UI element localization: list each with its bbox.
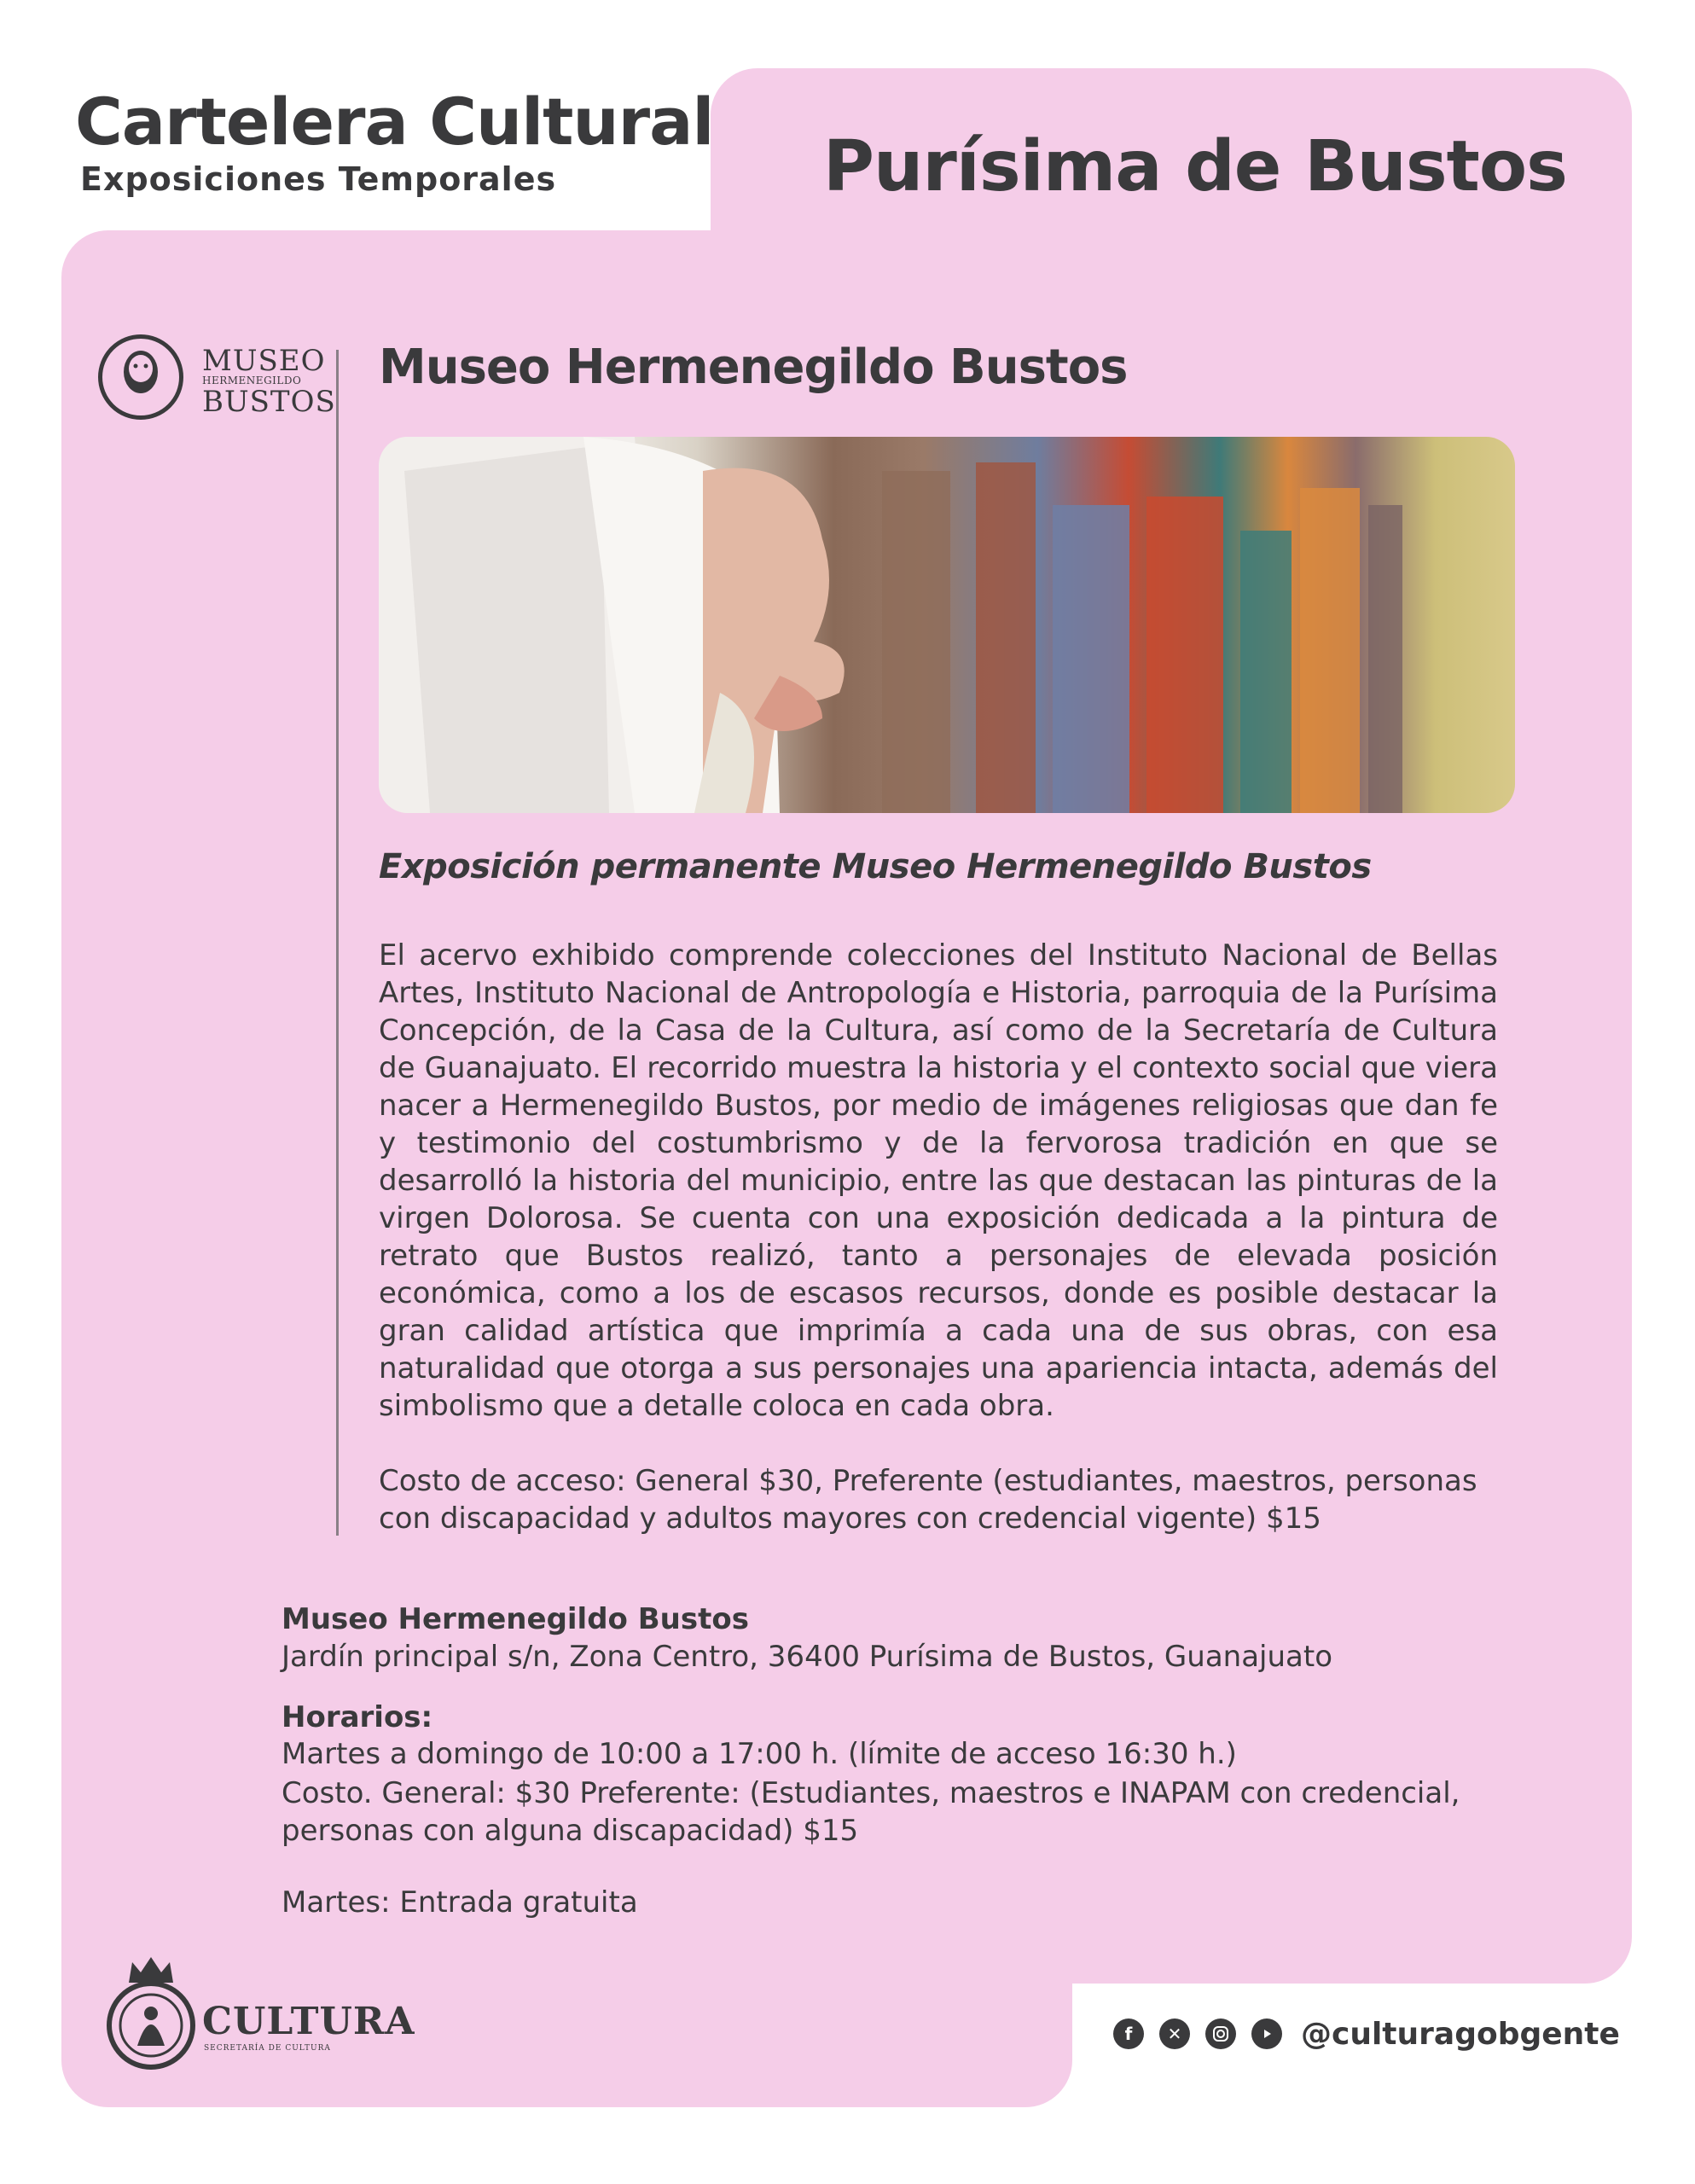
museum-name-heading: Museo Hermenegildo Bustos	[379, 340, 1128, 395]
portrait-emblem-icon	[98, 334, 183, 420]
x-icon[interactable]: ✕	[1159, 2018, 1190, 2049]
cultura-logo	[107, 1955, 414, 2075]
hero-image	[379, 437, 1515, 813]
info-address: Jardín principal s/n, Zona Centro, 36400 Purísima de Bustos, Guanajuato	[282, 1640, 1333, 1674]
exhibit-title: Exposición permanente Museo Hermenegildo Bustos	[379, 847, 1372, 886]
hero-illustration	[379, 437, 1515, 813]
youtube-icon[interactable]	[1251, 2018, 1282, 2049]
page-subtitle: Exposiciones Temporales	[80, 160, 557, 198]
info-horarios: Martes a domingo de 10:00 a 17:00 h. (límite de acceso 16:30 h.)	[282, 1737, 1237, 1771]
social-links	[1113, 2015, 1620, 2053]
exhibit-description: El acervo exhibido comprende colecciones del Instituto Nacional de Bellas Artes, Instituto Nacional de Antropología e Historia, parroquia de la Purísima Concepción, de la Casa de la Cultura, así como de la Secretaría de Cultura de Guanajuato. El recorrido muestra la historia y el contexto social que viera nacer a Hermenegildo Bustos, por medio de imágenes religiosas que dan fe y testimonio del costumbrismo y de la fervorosa tradición en que se desarrolló la historia del municipio, entre las que destacan las pinturas de la virgen Dolorosa. Se cuenta con una exposición dedicada a la pintura de retrato que Bustos realizó, tanto a personajes de elevada posición económica, como a los de escasos recursos, donde es posible destacar la gran calidad artística que imprimía a cada una de sus obras, con esa naturalidad que otorga a sus personajes una apariencia intacta, además del simbolismo que a detalle coloca en cada obra.	[379, 938, 1498, 1423]
crown-icon	[125, 1955, 177, 1984]
info-martes: Martes: Entrada gratuita	[282, 1885, 638, 1920]
logo-text-hermenegildo: HERMENEGILDO	[202, 375, 302, 386]
social-handle[interactable]: @culturagobgente	[1301, 2016, 1620, 2052]
exhibit-cost: Costo de acceso: General $30, Preferente (estudiantes, maestros, personas con discapacidad y adultos mayores con credencial vigente) $15	[379, 1464, 1477, 1536]
facebook-icon[interactable]: f	[1113, 2018, 1144, 2049]
logo-text-bustos: BUSTOS	[202, 385, 336, 419]
page-title: Cartelera Cultural	[75, 84, 714, 160]
info-horarios-label: Horarios:	[282, 1700, 433, 1734]
instagram-icon[interactable]	[1205, 2018, 1236, 2049]
cultura-wordmark: CULTURA	[202, 2000, 415, 2043]
info-museum-name: Museo Hermenegildo Bustos	[282, 1602, 749, 1636]
logo-text-museo: MUSEO	[202, 344, 326, 378]
cultura-subtitle: SECRETARÍA DE CULTURA	[204, 2044, 331, 2053]
vertical-divider	[336, 350, 339, 1536]
location-title: Purísima de Bustos	[822, 126, 1567, 207]
museum-logo	[98, 334, 336, 428]
info-costo: Costo. General: $30 Preferente: (Estudiantes, maestros e INAPAM con credencial, personas con alguna discapacidad) $15	[282, 1776, 1460, 1848]
cultura-emblem-icon	[107, 1981, 195, 2070]
footer-social-tab	[1072, 1984, 1695, 2184]
